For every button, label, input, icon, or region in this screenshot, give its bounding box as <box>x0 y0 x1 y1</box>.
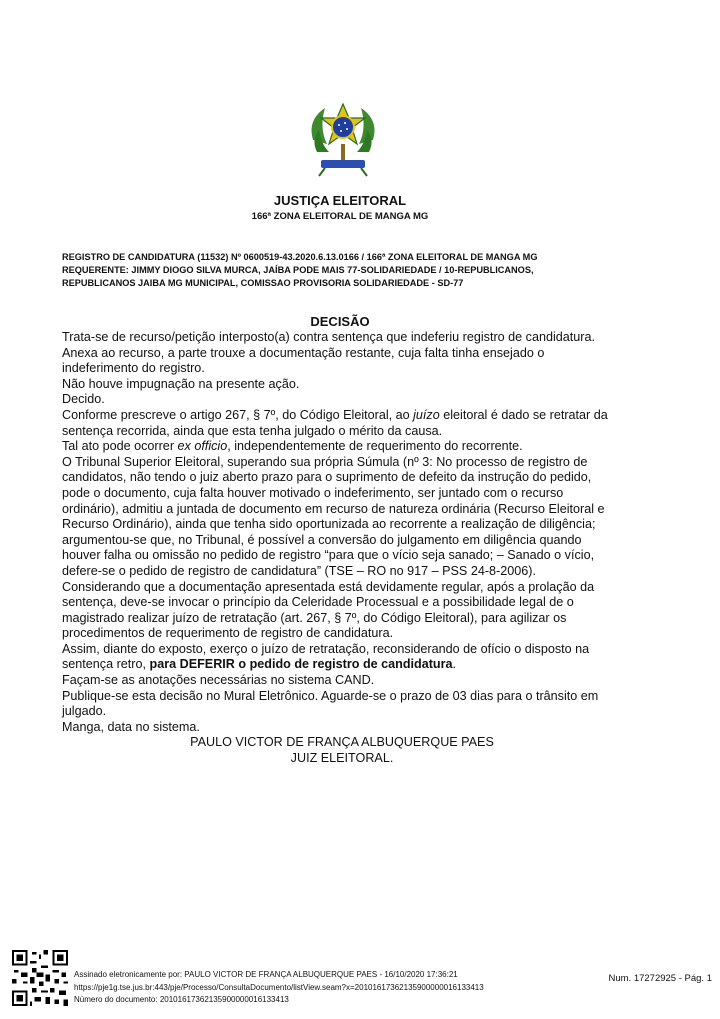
signature-footer <box>74 969 484 1007</box>
qr-code-icon[interactable] <box>12 950 68 1006</box>
court-zone: 166ª ZONA ELEITORAL DE MANGA MG <box>251 211 429 222</box>
paragraph <box>62 439 622 455</box>
coat-of-arms-icon <box>305 100 381 180</box>
paragraph: Anexa ao recurso, a parte trouxe a documentação restante, cuja falta tinha ensejado o indeferimento do registro. <box>62 345 545 376</box>
signer-role: JUIZ ELEITORAL. <box>290 751 394 766</box>
text: Assim, diante do exposto, exerço o juízo de retratação, reconsiderando de ofício o disposto na sentença retro, <box>62 641 590 672</box>
text: Conforme prescreve o artigo 267, § 7º, do Código Eleitoral, ao <box>62 407 414 422</box>
text: . <box>452 657 457 672</box>
paragraph: Considerando que a documentação apresentada está devidamente regular, após a prolação da sentença, deve-se invocar o princípio da Celeridade Processual e a possibilidade legal de o magistrado realizar juízo de retratação (art. 267, § 7º, do Código Eleitoral), para agilizar os procedimentos de requerimento de registro de candidatura. <box>62 579 595 641</box>
case-registration: REGISTRO DE CANDIDATURA (11532) Nº 0600519-43.2020.6.13.0166 / 166ª ZONA ELEITORAL DE MANGA MG <box>62 252 538 262</box>
decision-body <box>62 330 622 767</box>
emphasis: juízo <box>413 407 440 422</box>
text: eleitoral é dado se retratar da sentença recorrida, ainda que esta tenha julgado o mérito da causa. <box>62 407 608 438</box>
text: , independentemente de requerimento do recorrente. <box>227 439 523 454</box>
signed-by: Assinado eletronicamente por: PAULO VICTOR DE FRANÇA ALBUQUERQUE PAES - 16/10/2020 17:36:21 <box>74 970 458 979</box>
paragraph: Manga, data no sistema. <box>62 719 200 734</box>
court-title: JUSTIÇA ELEITORAL <box>273 193 407 208</box>
document-number: Número do documento: 20101617362135900000016133413 <box>74 995 289 1005</box>
paragraph <box>62 642 622 673</box>
paragraph: Não houve impugnação na presente ação. <box>62 376 300 391</box>
text: Tal ato pode ocorrer <box>62 439 178 454</box>
page-reference: Num. 17272925 - Pág. 1 <box>608 973 712 984</box>
paragraph: Trata-se de recurso/petição interposto(a) contra sentença que indeferiu registro de candidatura. <box>62 330 595 344</box>
paragraph <box>62 408 622 439</box>
signer-name: PAULO VICTOR DE FRANÇA ALBUQUERQUE PAES <box>190 735 494 750</box>
case-applicant-cont: REPUBLICANOS JAIBA MG MUNICIPAL, COMISSAO PROVISORIA SOLIDARIEDADE - SD-77 <box>62 278 464 288</box>
emphasis: ex officio <box>177 439 228 454</box>
case-info <box>62 251 662 290</box>
bold-text: para DEFERIR o pedido de registro de candidatura <box>149 657 453 672</box>
paragraph: Façam-se as anotações necessárias no sistema CAND. <box>62 673 375 688</box>
paragraph: Decido. <box>62 392 105 407</box>
document-url[interactable]: https://pje1g.tse.jus.br:443/pje/Processo/ConsultaDocumento/listView.seam?x=20101617362135900000016133413 <box>74 982 484 992</box>
paragraph: Publique-se esta decisão no Mural Eletrônico. Aguarde-se o prazo de 03 dias para o trânsito em julgado. <box>62 688 599 719</box>
case-applicant: REQUERENTE: JIMMY DIOGO SILVA MURCA, JAÍBA PODE MAIS 77-SOLIDARIEDADE / 10-REPUBLICANOS, <box>62 265 534 275</box>
paragraph: O Tribunal Superior Eleitoral, superando sua própria Súmula (nº 3: No processo de registro de candidatos, não tendo o juiz aberto prazo para o suprimento de defeito da instrução do pedido, pode o documento, cuja falta houver motivado o indeferimento, ser juntado com o recurso ordinário), admitiu a juntada de documento em recurso de natureza ordinária (Recurso Eleitoral e Recurso Ordinário), ainda que tenha sido oportunizada ao recorrente a realização de diligência; argumentou-se que, no Tribunal, é possível a conversão do julgamento em diligência quando houver falha ou omissão no pedido de registro “para que o vício seja sanado; – Sanado o vício, defere-se o pedido de registro de candidatura” (TSE – RO no 917 – PSS 24-8-2006). <box>62 454 605 578</box>
decision-title: DECISÃO <box>310 314 370 329</box>
